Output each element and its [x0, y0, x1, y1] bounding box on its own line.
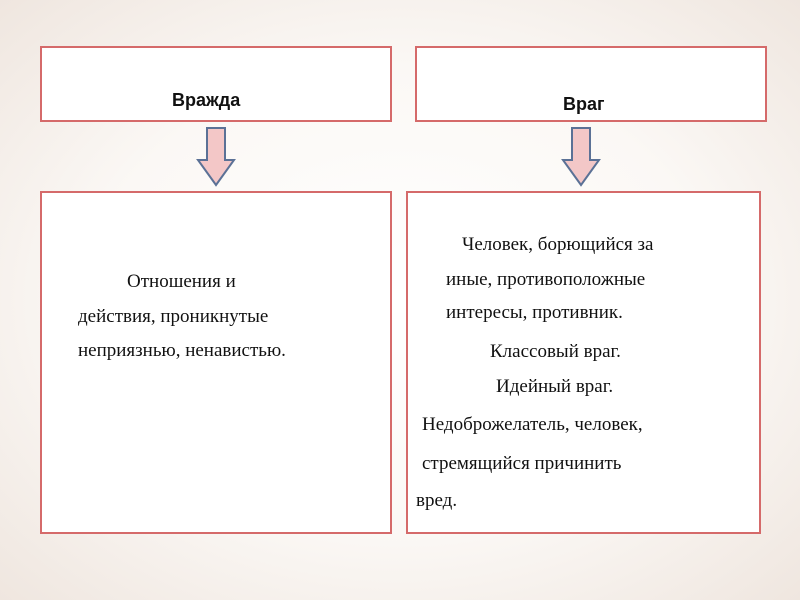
header-title-right: Враг: [563, 94, 605, 114]
down-arrow-icon: [561, 126, 601, 188]
header-box-left: [40, 46, 392, 122]
header-box-right: [415, 46, 767, 122]
definition-box-right: [406, 191, 761, 534]
right-text-line: стремящийся причинить: [422, 453, 622, 474]
right-text-line: Недоброжелатель, человек,: [422, 414, 643, 435]
right-text-line: Идейный враг.: [496, 376, 614, 397]
left-text-line: действия, проникнутые: [78, 306, 269, 327]
definition-box-left: [40, 191, 392, 534]
header-title-left: Вражда: [172, 90, 241, 110]
right-text-line: вред.: [416, 490, 458, 511]
right-text-line: Человек, борющийся за: [462, 234, 654, 255]
right-text-line: интересы, противник.: [446, 302, 623, 323]
right-text-line: иные, противоположные: [446, 269, 646, 290]
left-text-line: неприязнью, ненавистью.: [78, 340, 286, 361]
right-text-line: Классовый враг.: [490, 341, 621, 362]
down-arrow-icon: [196, 126, 236, 188]
left-text-line: Отношения и: [127, 271, 236, 292]
